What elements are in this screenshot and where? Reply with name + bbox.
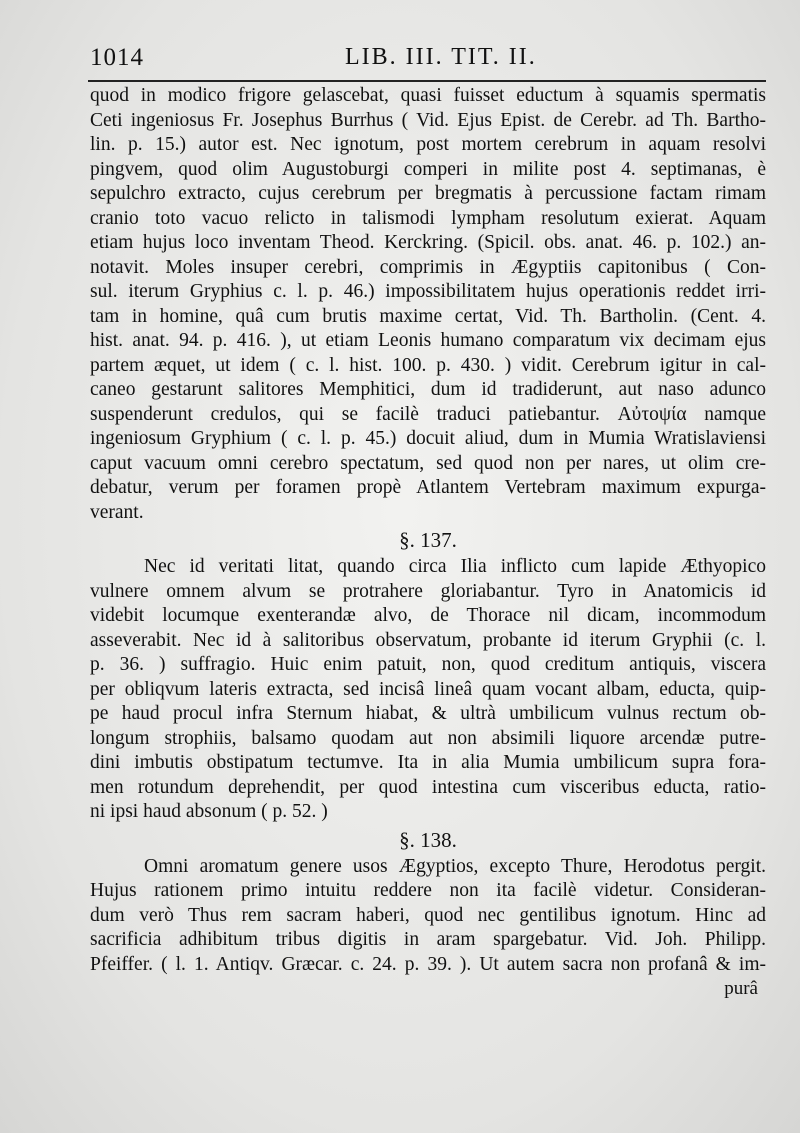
text-line: vulnere omnem alvum se protrahere gloriabantur. Tyro in Anatomicis id [90,580,766,602]
text-line: Nec id veritati litat, quando circa Ilia inflicto cum lapide Æthyopico [144,556,766,577]
paragraph-3 [90,855,766,978]
text-line: hist. anat. 94. p. 416. ), ut etiam Leonis humano comparatum vix decimam ejus [90,330,766,351]
text-line: per obliqvum lateris extracta, sed incisâ lineâ quam vocant albam, educta, quip- [90,678,766,700]
text-line: caput vacuum omni cerebro spectatum, sed quod non per nares, ut olim cre- [90,452,766,474]
text-line: sepulchro extracto, cujus cerebrum per bregmatis à percussione factam rimam [90,183,766,204]
text-line: dini imbutis obstipatum tectumve. Ita in alia Mumia umbilicum supra fora- [90,752,766,773]
page-body [90,84,766,1001]
page-number: 1014 [90,44,144,71]
text-line: ingeniosum Gryphium ( c. l. p. 45.) docuit aliud, dum in Mumia Wratislaviensi [90,428,766,449]
text-line: debatur, verum per foramen propè Atlantem Vertebram maximum expurga- [90,477,766,498]
paragraph-2 [90,555,766,825]
text-line: ni ipsi haud absonum ( p. 52. ) [90,801,328,822]
text-line: Omni aromatum genere usos Ægyptios, excepto Thure, Herodotus pergit. [144,855,766,877]
text-line: longum strophiis, balsamo quodam aut non absimili liquore arcendæ putre- [90,727,766,749]
paragraph-1 [90,84,766,525]
text-line: etiam hujus loco inventam Theod. Kerckring. (Spicil. obs. anat. 46. p. 102.) an- [90,232,766,253]
text-line: notavit. Moles insuper cerebri, comprimis in Ægyptiis capitonibus ( Con- [90,256,766,278]
text-line: Ceti ingeniosus Fr. Josephus Burrhus ( Vid. Ejus Epist. de Cerebr. ad Th. Bartho- [90,109,766,131]
text-line: sul. iterum Gryphius c. l. p. 46.) impossibilitatem hujus operationis reddet irri- [90,281,766,302]
text-line: dum verò Thus rem sacram haberi, quod nec gentilibus ignotum. Hinc ad [90,904,766,926]
text-line: sacrificia adhibitum tribus digitis in aram spargebatur. Vid. Joh. Philipp. [90,929,766,950]
section-heading-137: §. 137. [399,528,457,552]
text-line: p. 36. ) suffragio. Huic enim patuit, non, quod creditum antiquis, viscera [90,654,766,675]
text-line: verant. [90,501,144,523]
text-line: partem æquet, ut idem ( c. l. hist. 100. p. 430. ) vidit. Cerebrum igitur in cal- [90,354,766,376]
text-line: Pfeiffer. ( l. 1. Antiqv. Græcar. c. 24. p. 39. ). Ut autem sacra non profanâ & im- [90,953,766,975]
text-line: Hujus rationem primo intuitu reddere non ita facilè videtur. Consideran- [90,880,766,901]
page-header [90,44,770,82]
text-line: pe haud procul infra Sternum hiabat, & ultrà umbilicum vulnus rectum ob- [90,703,766,724]
text-line: quod in modico frigore gelascebat, quasi fuisset eductum à squamis spermatis [90,85,766,106]
text-line: videbit locumque exenterandæ alvo, de Thorace nil dicam, incommodum [90,605,766,626]
section-heading-138: §. 138. [399,827,457,852]
running-head: LIB. III. TIT. II. [345,44,537,70]
text-line: lin. p. 15.) autor est. Nec ignotum, post mortem cerebrum in aquam resolvi [90,134,766,155]
text-line: pingvem, quod olim Augustoburgi comperi in milite post 4. septimanas, è [90,158,766,180]
header-rule [88,80,766,82]
text-line: caneo gestarunt salitores Memphitici, dum id tradiderunt, aut naso adunco [90,379,766,400]
text-line: cranio toto vacuo relicto in talismodi lympham resolutum exierat. Aquam [90,207,766,229]
catchword: purâ [724,978,758,999]
text-line: suspenderunt credulos, qui se facilè traduci patiebantur. Αὐτοψία namque [90,403,766,425]
text-line: asseverabit. Nec id à salitoribus observatum, probante id iterum Gryphii (c. l. [90,629,766,651]
text-line: men rotundum deprehendit, per quod intestina cum visceribus educta, ratio- [90,776,766,798]
text-line: tam in homine, quâ cum brutis maxime certat, Vid. Th. Bartholin. (Cent. 4. [90,305,766,327]
